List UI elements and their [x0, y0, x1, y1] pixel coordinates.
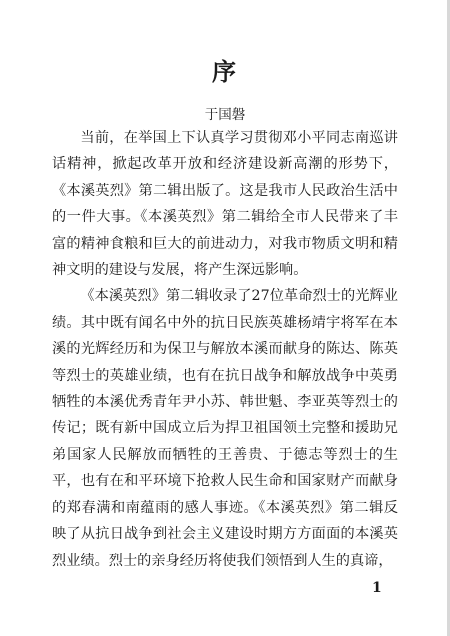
paragraph-1: 当前，在举国上下认真学习贯彻邓小平同志南巡讲话精神，掀起改革开放和经济建设新高潮的形势下，《本溪英烈》第二辑出版了。这是我市人民政治生活中的一件大事。《本溪英烈》第二辑给全市人民带来了丰富的精神食粮和巨大的前进动力，对我市物质文明和精神文明的建设与发展，将产生深远影响。 [52, 130, 398, 279]
page-title: 序 [212, 57, 238, 86]
author-name: 于国磐 [204, 107, 246, 123]
body-text [52, 125, 398, 574]
paragraph-2: 《本溪英烈》第二辑收录了27位革命烈士的光辉业绩。其中既有闻名中外的抗日民族英雄杨靖宇将军在本溪的光辉经历和为保卫与解放本溪而献身的陈达、陈英等烈士的英雄业绩，也有在抗日战争和解放战争中英勇牺牲的本溪优秀青年尹小苏、韩世魁、李亚英等烈士的传记；既有新中国成立后为捍卫祖国领土完整和援助兄弟国家人民解放而牺牲的王善贵、于德志等烈士的生平，也有在和平环境下抢救人民生命和国家财产而献身的郑春满和南蕴雨的感人事迹。《本溪英烈》第二辑反映了从抗日战争到社会主义建设时期方方面面的本溪英烈业绩。烈士的亲身经历将使我们领悟到人生的真谛， [52, 288, 398, 569]
page-number: 1 [372, 580, 382, 596]
